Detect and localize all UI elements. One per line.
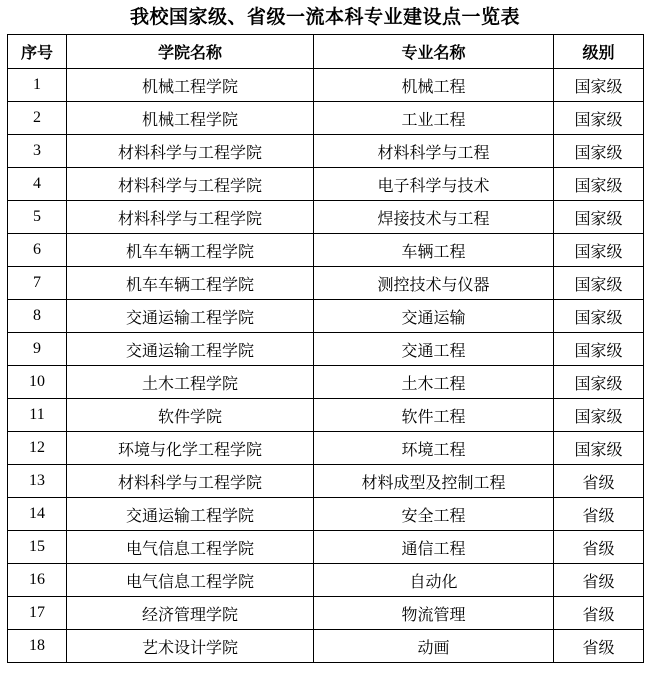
cell-level: 国家级 xyxy=(554,432,644,465)
cell-index: 4 xyxy=(8,168,67,201)
cell-college: 交通运输工程学院 xyxy=(67,300,314,333)
cell-college: 材料科学与工程学院 xyxy=(67,135,314,168)
table-row xyxy=(8,69,644,102)
cell-major: 机械工程 xyxy=(314,69,554,102)
cell-index: 2 xyxy=(8,102,67,135)
cell-level: 国家级 xyxy=(554,102,644,135)
table-row xyxy=(8,465,644,498)
cell-index: 11 xyxy=(8,399,67,432)
header-major: 专业名称 xyxy=(314,35,554,69)
cell-level: 国家级 xyxy=(554,300,644,333)
cell-level: 国家级 xyxy=(554,168,644,201)
table-row xyxy=(8,630,644,663)
cell-major: 车辆工程 xyxy=(314,234,554,267)
cell-index: 6 xyxy=(8,234,67,267)
cell-college: 材料科学与工程学院 xyxy=(67,201,314,234)
cell-major: 自动化 xyxy=(314,564,554,597)
table-body xyxy=(8,69,644,663)
cell-college: 交通运输工程学院 xyxy=(67,498,314,531)
header-college: 学院名称 xyxy=(67,35,314,69)
document-title: 我校国家级、省级一流本科专业建设点一览表 xyxy=(129,6,520,28)
table-row xyxy=(8,102,644,135)
cell-major: 材料成型及控制工程 xyxy=(314,465,554,498)
cell-college: 电气信息工程学院 xyxy=(67,531,314,564)
cell-level: 国家级 xyxy=(554,234,644,267)
cell-major: 材料科学与工程 xyxy=(314,135,554,168)
cell-major: 土木工程 xyxy=(314,366,554,399)
cell-major: 电子科学与技术 xyxy=(314,168,554,201)
cell-level: 省级 xyxy=(554,630,644,663)
cell-college: 机车车辆工程学院 xyxy=(67,267,314,300)
cell-major: 环境工程 xyxy=(314,432,554,465)
cell-index: 3 xyxy=(8,135,67,168)
cell-level: 国家级 xyxy=(554,201,644,234)
cell-major: 动画 xyxy=(314,630,554,663)
cell-level: 省级 xyxy=(554,597,644,630)
table-row xyxy=(8,333,644,366)
cell-level: 国家级 xyxy=(554,69,644,102)
table-row xyxy=(8,432,644,465)
cell-college: 土木工程学院 xyxy=(67,366,314,399)
cell-index: 7 xyxy=(8,267,67,300)
cell-index: 8 xyxy=(8,300,67,333)
cell-major: 安全工程 xyxy=(314,498,554,531)
table-header-row xyxy=(8,35,644,69)
cell-major: 物流管理 xyxy=(314,597,554,630)
cell-level: 国家级 xyxy=(554,267,644,300)
cell-index: 15 xyxy=(8,531,67,564)
cell-index: 5 xyxy=(8,201,67,234)
cell-index: 16 xyxy=(8,564,67,597)
header-index: 序号 xyxy=(8,35,67,69)
table-row xyxy=(8,399,644,432)
cell-level: 省级 xyxy=(554,531,644,564)
cell-college: 交通运输工程学院 xyxy=(67,333,314,366)
cell-level: 国家级 xyxy=(554,399,644,432)
cell-level: 省级 xyxy=(554,465,644,498)
cell-college: 机械工程学院 xyxy=(67,102,314,135)
cell-major: 软件工程 xyxy=(314,399,554,432)
cell-index: 14 xyxy=(8,498,67,531)
cell-level: 国家级 xyxy=(554,366,644,399)
cell-index: 18 xyxy=(8,630,67,663)
cell-major: 通信工程 xyxy=(314,531,554,564)
cell-level: 省级 xyxy=(554,498,644,531)
cell-college: 电气信息工程学院 xyxy=(67,564,314,597)
table-row xyxy=(8,201,644,234)
cell-index: 10 xyxy=(8,366,67,399)
table-row xyxy=(8,531,644,564)
cell-college: 材料科学与工程学院 xyxy=(67,465,314,498)
table-row xyxy=(8,498,644,531)
table-row xyxy=(8,135,644,168)
cell-major: 交通运输 xyxy=(314,300,554,333)
cell-college: 机械工程学院 xyxy=(67,69,314,102)
cell-level: 省级 xyxy=(554,564,644,597)
table-row xyxy=(8,234,644,267)
header-level: 级别 xyxy=(554,35,644,69)
majors-table xyxy=(7,34,644,663)
table-row xyxy=(8,168,644,201)
cell-major: 测控技术与仪器 xyxy=(314,267,554,300)
cell-major: 工业工程 xyxy=(314,102,554,135)
cell-index: 1 xyxy=(8,69,67,102)
table-row xyxy=(8,597,644,630)
cell-college: 材料科学与工程学院 xyxy=(67,168,314,201)
cell-major: 交通工程 xyxy=(314,333,554,366)
cell-level: 国家级 xyxy=(554,135,644,168)
cell-college: 环境与化学工程学院 xyxy=(67,432,314,465)
table-row xyxy=(8,564,644,597)
cell-index: 17 xyxy=(8,597,67,630)
cell-index: 12 xyxy=(8,432,67,465)
cell-college: 机车车辆工程学院 xyxy=(67,234,314,267)
table-row xyxy=(8,300,644,333)
cell-index: 9 xyxy=(8,333,67,366)
cell-college: 经济管理学院 xyxy=(67,597,314,630)
table-row xyxy=(8,366,644,399)
cell-college: 艺术设计学院 xyxy=(67,630,314,663)
cell-college: 软件学院 xyxy=(67,399,314,432)
cell-level: 国家级 xyxy=(554,333,644,366)
cell-index: 13 xyxy=(8,465,67,498)
table-row xyxy=(8,267,644,300)
cell-major: 焊接技术与工程 xyxy=(314,201,554,234)
